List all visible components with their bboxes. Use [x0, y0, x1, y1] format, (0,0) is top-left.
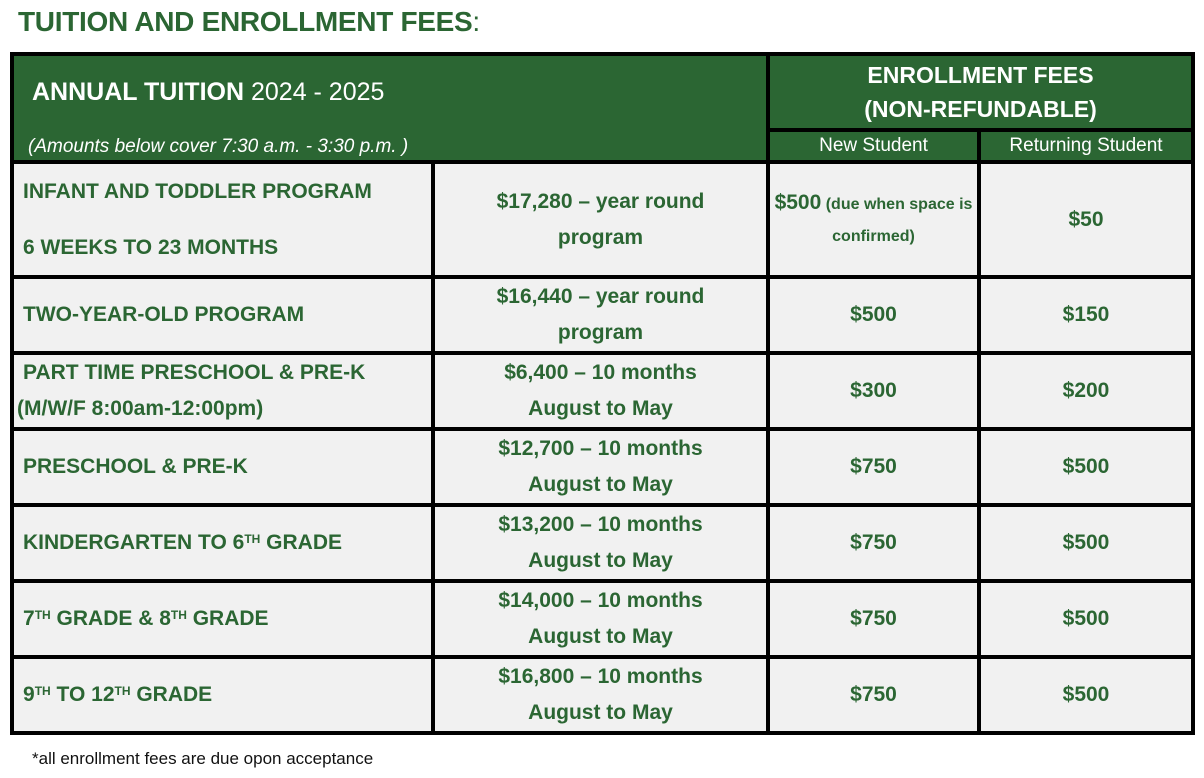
returning-student-fee: $500 [979, 581, 1193, 657]
new-student-fee: $750 [768, 429, 979, 505]
fees-table [10, 52, 1195, 735]
returning-student-fee: $500 [979, 657, 1193, 733]
new-student-fee: $750 [768, 505, 979, 581]
program-name: TWO-YEAR-OLD PROGRAM [12, 277, 433, 353]
table-row [12, 277, 1193, 353]
tuition-amount: $17,280 – year round program [433, 162, 768, 277]
program-name: PRESCHOOL & PRE-K [12, 429, 433, 505]
table-row [12, 429, 1193, 505]
new-student-fee: $500 [768, 277, 979, 353]
tuition-amount: $16,800 – 10 months August to May [433, 657, 768, 733]
program-name: INFANT AND TODDLER PROGRAM 6 WEEKS TO 23 MONTHS [12, 162, 433, 277]
tuition-amount: $6,400 – 10 months August to May [433, 353, 768, 429]
new-student-fee: $750 [768, 581, 979, 657]
returning-student-fee: $500 [979, 505, 1193, 581]
table-row [12, 353, 1193, 429]
new-student-fee: $500 (due when space is confirmed) [768, 162, 979, 277]
page-title: TUITION AND ENROLLMENT FEES: [18, 6, 480, 37]
table-row [12, 505, 1193, 581]
returning-student-fee: $50 [979, 162, 1193, 277]
program-name: PART TIME PRESCHOOL & PRE-K (M/W/F 8:00am-12:00pm) [12, 353, 433, 429]
tuition-amount: $12,700 – 10 months August to May [433, 429, 768, 505]
tuition-amount: $16,440 – year round program [433, 277, 768, 353]
returning-student-fee: $500 [979, 429, 1193, 505]
table-row [12, 657, 1193, 733]
new-student-fee: $300 [768, 353, 979, 429]
returning-student-header: Returning Student [979, 130, 1193, 162]
returning-student-fee: $200 [979, 353, 1193, 429]
tuition-amount: $13,200 – 10 months August to May [433, 505, 768, 581]
amounts-note: (Amounts below cover 7:30 a.m. - 3:30 p.m. ) [28, 136, 409, 157]
enrollment-fees-header: ENROLLMENT FEES (NON-REFUNDABLE) [768, 54, 1193, 130]
annual-tuition-label: ANNUAL TUITION [32, 78, 245, 106]
program-name: 9TH TO 12TH GRADE [12, 657, 433, 733]
new-student-header: New Student [768, 130, 979, 162]
returning-student-fee: $150 [979, 277, 1193, 353]
table-row [12, 162, 1193, 277]
program-name: KINDERGARTEN TO 6TH GRADE [12, 505, 433, 581]
tuition-amount: $14,000 – 10 months August to May [433, 581, 768, 657]
annual-tuition-years: 2024 - 2025 [244, 78, 385, 106]
new-student-fee: $750 [768, 657, 979, 733]
footnote: *all enrollment fees are due opon acceptance [32, 749, 374, 768]
annual-tuition-header [12, 54, 768, 162]
program-name: 7TH GRADE & 8TH GRADE [12, 581, 433, 657]
table-row [12, 581, 1193, 657]
